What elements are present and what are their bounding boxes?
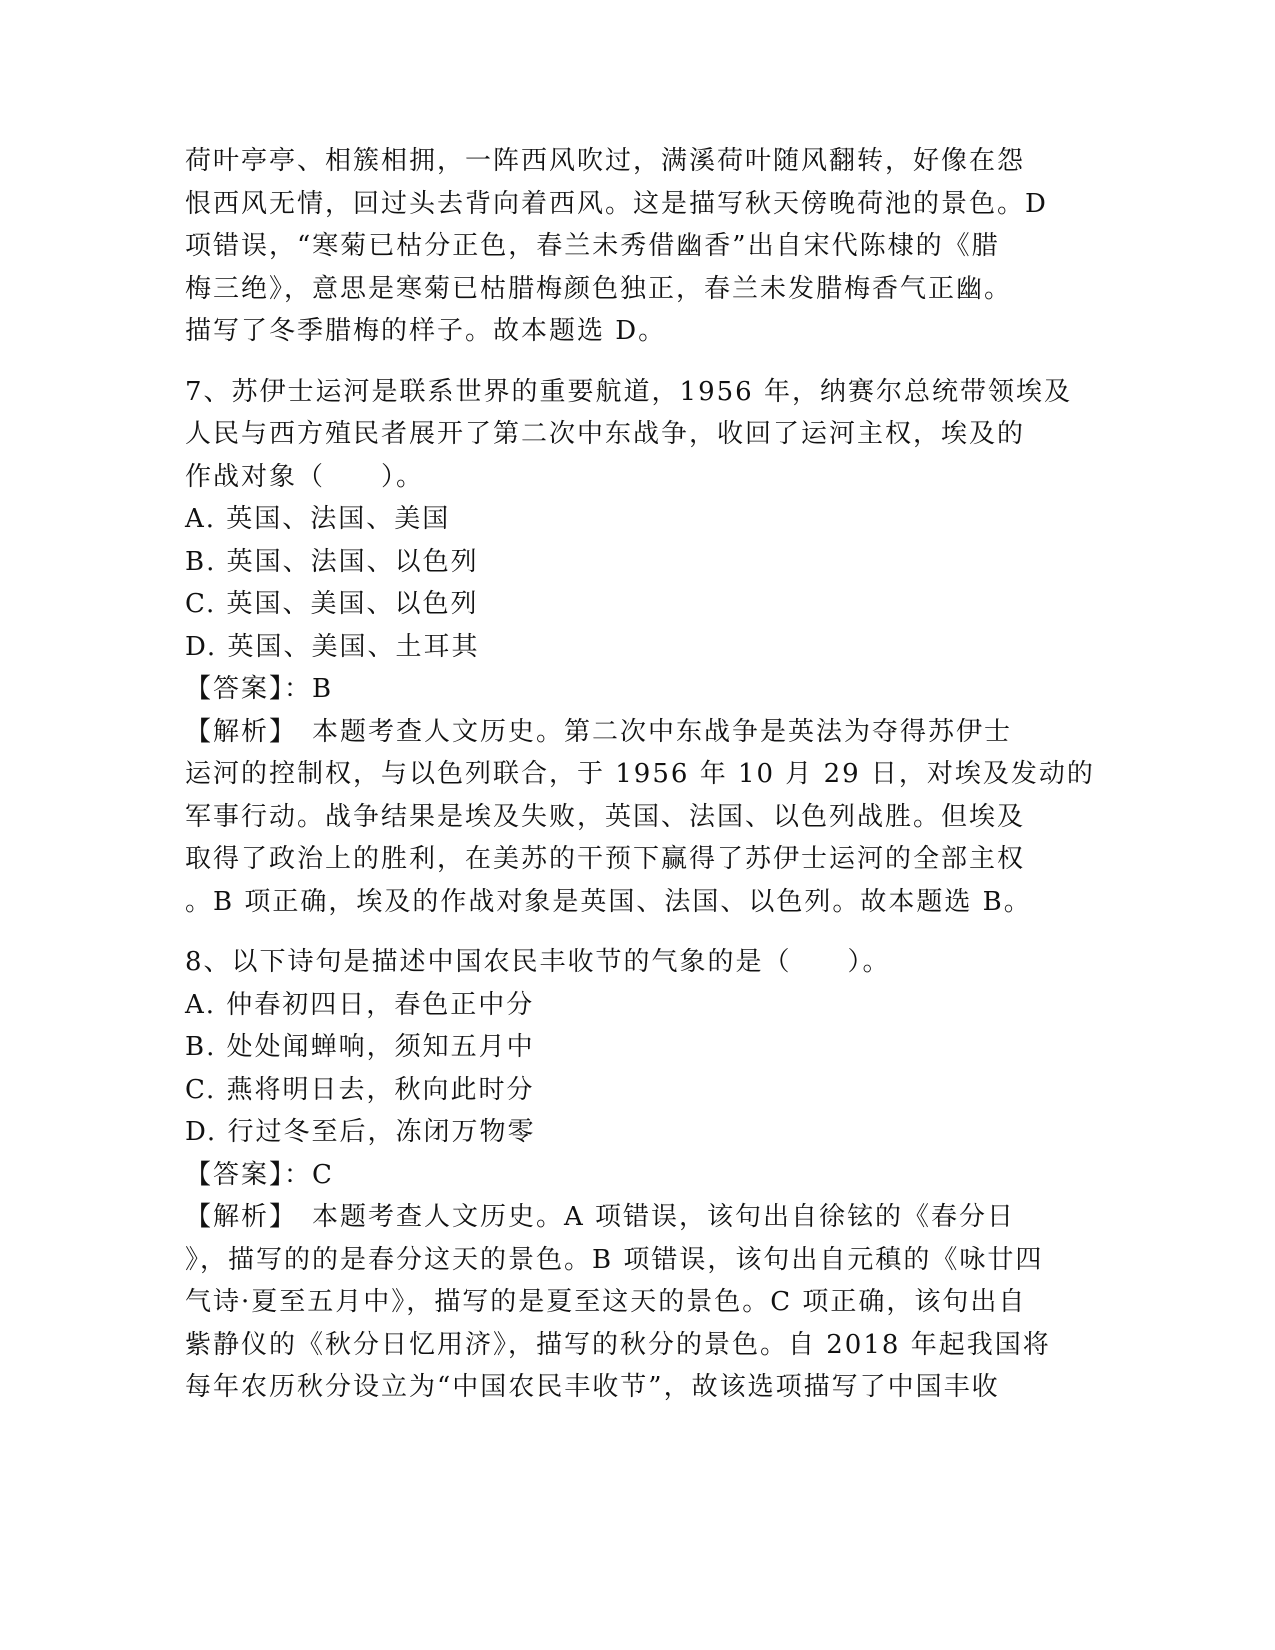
text-line: 描写了冬季腊梅的样子。故本题选 D。 — [185, 316, 667, 346]
option-a: A. 英国、法国、美国 — [185, 504, 451, 534]
option-a: A. 仲春初四日，春色正中分 — [185, 989, 535, 1020]
text-line: 项错误，“寒菊已枯分正色，春兰未秀借幽香”出自宋代陈棣的《腊 — [185, 231, 1000, 261]
option-c: C. 燕将明日去，秋向此时分 — [185, 1074, 535, 1105]
question-stem-line: 作战对象（ ）。 — [185, 461, 425, 492]
analysis-line: 气诗·夏至五月中》，描写的是夏至这天的景色。C 项正确，该句出自 — [185, 1287, 1027, 1317]
question-stem-line: 7、苏伊士运河是联系世界的重要航道，1956 年，纳赛尔总统带领埃及 — [185, 376, 1072, 407]
question-8 — [185, 941, 1065, 1409]
question-stem-line: 8、以下诗句是描述中国农民丰收节的气象的是（ ）。 — [185, 947, 891, 977]
document-page — [185, 140, 1095, 1409]
spacer — [185, 923, 1065, 941]
analysis-line: 军事行动。战争结果是埃及失败，英国、法国、以色列战胜。但埃及 — [185, 801, 1026, 832]
option-d: D. 行过冬至后，冻闭万物零 — [185, 1117, 536, 1147]
question-7 — [185, 371, 1095, 924]
answer-line: 【答案】：B — [185, 674, 334, 704]
text-line: 恨西风无情，回过头去背向着西风。这是描写秋天傍晚荷池的景色。D — [185, 188, 1048, 219]
analysis-line: 【解析】 本题考查人文历史。第二次中东战争是英法为夺得苏伊士 — [185, 716, 1013, 747]
analysis-line: 。B 项正确，埃及的作战对象是英国、法国、以色列。故本题选 B。 — [185, 886, 1032, 917]
answer-line: 【答案】：C — [185, 1159, 334, 1190]
question-stem-line: 人民与西方殖民者展开了第二次中东战争，收回了运河主权，埃及的 — [185, 419, 1026, 449]
text-line: 梅三绝》，意思是寒菊已枯腊梅颜色独正，春兰未发腊梅香气正幽。 — [185, 273, 1013, 304]
option-d: D. 英国、美国、土耳其 — [185, 631, 480, 662]
analysis-line: 取得了政治上的胜利，在美苏的干预下赢得了苏伊士运河的全部主权 — [185, 844, 1026, 874]
analysis-line: 》，描写的的是春分这天的景色。B 项错误，该句出自元稹的《咏廿四 — [185, 1244, 1044, 1275]
option-c: C. 英国、美国、以色列 — [185, 589, 479, 619]
option-b: B. 处处闻蝉响，须知五月中 — [185, 1032, 535, 1062]
analysis-line: 紫静仪的《秋分日忆用济》，描写的秋分的景色。自 2018 年起我国将 — [185, 1329, 1051, 1360]
analysis-line: 【解析】 本题考查人文历史。A 项错误，该句出自徐铉的《春分日 — [185, 1202, 1016, 1232]
continued-explanation — [185, 140, 1065, 353]
text-line: 荷叶亭亭、相簇相拥，一阵西风吹过，满溪荷叶随风翻转，好像在怨 — [185, 146, 1026, 176]
analysis-line: 每年农历秋分设立为“中国农民丰收节”，故该选项描写了中国丰收 — [185, 1372, 1000, 1402]
analysis-line: 运河的控制权，与以色列联合，于 1956 年 10 月 29 日，对埃及发动的 — [185, 759, 1095, 789]
option-b: B. 英国、法国、以色列 — [185, 546, 479, 577]
spacer — [185, 353, 1065, 371]
